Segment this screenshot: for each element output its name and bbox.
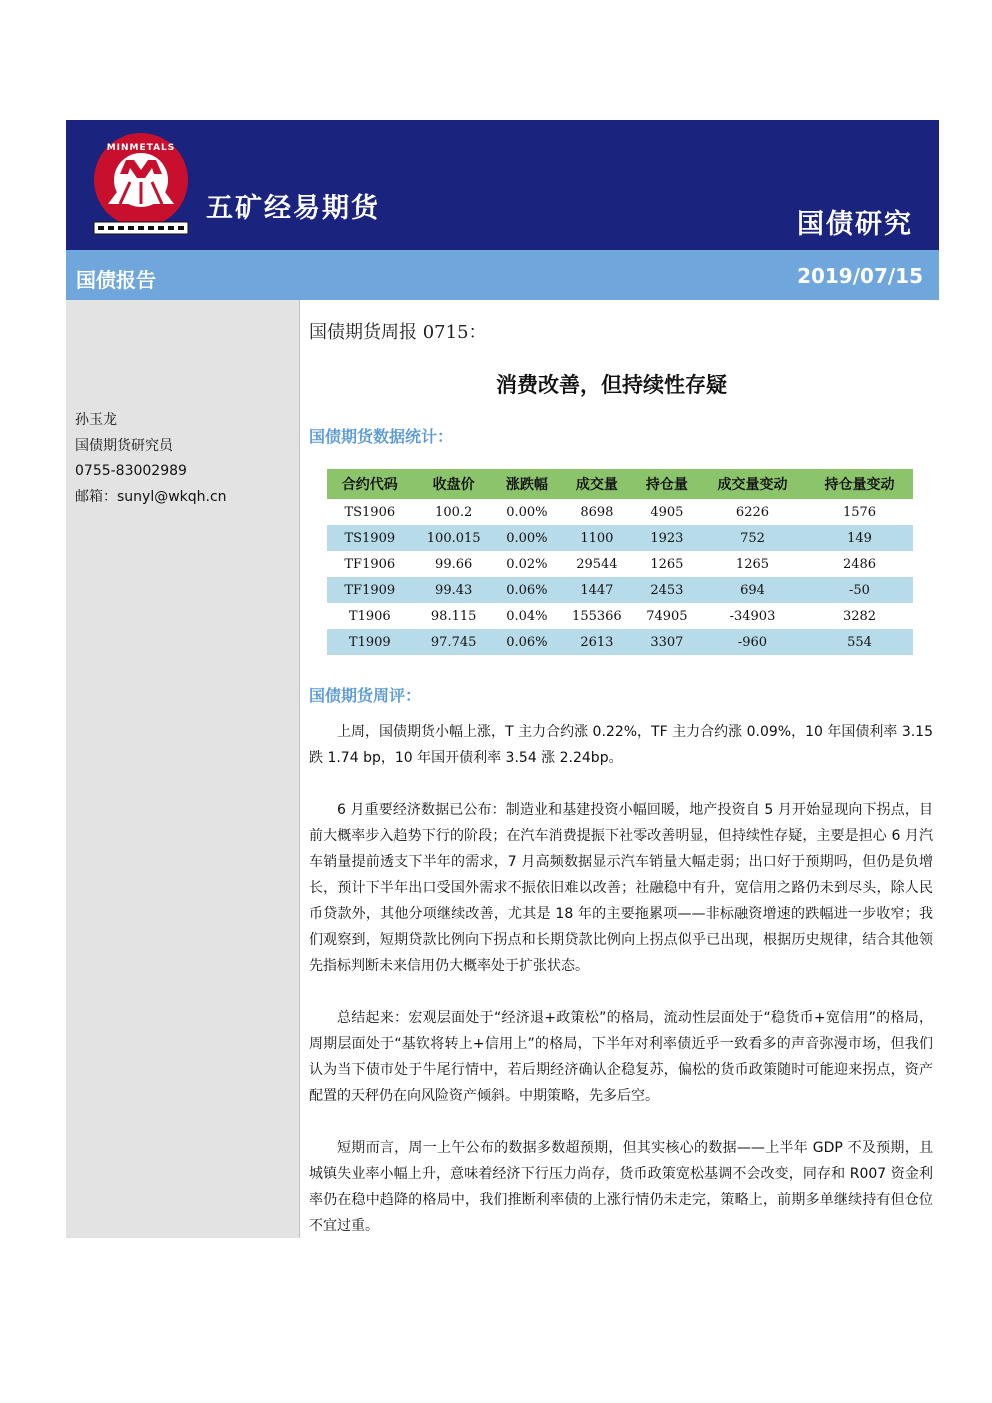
table-cell: 694 [699,577,806,603]
table-cell: 0.06% [495,629,559,655]
table-cell: 1265 [650,556,684,572]
table-cell: 554 [806,629,913,655]
table-cell: 1265 [735,556,770,572]
table-cell: 100.015 [413,525,495,551]
table-cell: 0.06% [495,577,559,603]
table-cell: TF1909 [327,577,413,603]
table-cell: TF1906 [344,556,396,572]
table-cell: 0.00% [495,525,559,551]
author-phone: 0755-83002989 [75,463,187,479]
review-paragraph: 总结起来：宏观层面处于“经济退+政策松”的格局，流动性层面处于“稳货币+宽信用”的格局，周期层面处于“基钦将转上+信用上”的格局，下半年对利率债近乎一致看多的声音弥漫市场，但我们认为当下债市处于牛尾行情中，若后期经济确认企稳复苏，偏松的货币政策随时可能迎来拐点，资产配置的天秤仍在向风险资产倾斜。中期策略，先多后空。 [309,1010,933,1104]
table-header-cell: 持仓量变动 [806,469,913,499]
author-name: 孙玉龙 [75,412,117,428]
table-cell: -960 [699,629,806,655]
author-title: 国债期货研究员 [75,437,173,454]
table-cell: 2453 [635,577,699,603]
table-cell: TS1909 [327,525,413,551]
table-cell: 0.00% [506,504,548,520]
table-cell: 2486 [842,556,877,572]
report-heading: 国债期货周报 0715： [309,322,487,343]
table-header-cell: 合约代码 [327,469,413,499]
report-date: 2019/07/15 [797,264,923,288]
table-cell: 3307 [635,629,699,655]
table-header-cell: 收盘价 [413,469,495,499]
table-cell: T1909 [327,629,413,655]
table-cell: 99.43 [413,577,495,603]
stats-section-title: 国债期货数据统计： [309,427,454,446]
table-cell: 752 [699,525,806,551]
minmetals-logo [90,130,192,238]
table-row [327,551,913,577]
research-label: 国债研究 [797,209,913,240]
review-paragraph: 短期而言，周一上午公布的数据多数超预期，但其实核心的数据——上半年 GDP 不及预期，且城镇失业率小幅上升，意味着经济下行压力尚存，货币政策宽松基调不会改变，同存和 R007 资金利率仍在稳中趋降的格局中，我们推断利率债的上涨行情仍未走完，策略上，前期多单继续持有但仓位不宜过重。 [309,1140,933,1234]
review-section-title: 国债期货周评： [309,686,422,705]
table-cell: 29544 [576,556,618,572]
table-cell: 155366 [572,608,622,624]
table-cell: 98.115 [430,608,477,624]
table-cell: -50 [806,577,913,603]
table-row [327,603,913,629]
table-cell: -34903 [729,608,776,624]
table-cell: 99.66 [435,556,473,572]
table-cell: 2613 [559,629,635,655]
report-subbar [66,250,939,300]
table-cell: TS1906 [344,504,396,520]
table-cell: 74905 [646,608,688,624]
table-cell: 6226 [735,504,770,520]
table-cell: 1576 [842,504,877,520]
report-header [66,120,939,250]
table-cell: 8698 [580,504,614,520]
author-email: 邮箱：sunyl@wkqh.cn [75,488,227,505]
review-paragraph: 6 月重要经济数据已公布：制造业和基建投资小幅回暖，地产投资自 5 月开始显现向下拐点，目前大概率步入趋势下行的阶段；在汽车消费提振下社零改善明显，但持续性存疑，主要是担心 6 月汽车销量提前透支下半年的需求，7 月高频数据显示汽车销量大幅走弱；出口好于预期吗，但仍是负增长，预计下半年出口受国外需求不振依旧难以改善；社融稳中有升，宽信用之路仍未到尽头，除人民币贷款外，其他分项继续改善，尤其是 18 年的主要拖累项——非标融资增速的跌幅进一步收窄；我们观察到，短期贷款比例向下拐点和长期贷款比例向上拐点似乎已出现，根据历史规律，结合其他领先指标判断未来信用仍大概率处于扩张状态。 [309,802,933,974]
table-row [327,629,913,655]
report-category: 国债报告 [76,268,156,292]
table-cell: 149 [806,525,913,551]
table-cell: T1906 [348,608,391,624]
table-cell: 1923 [635,525,699,551]
table-cell: 1100 [559,525,635,551]
logo-lettering: MINMETALS [106,143,176,153]
table-header-cell: 成交量 [559,469,635,499]
table-cell: 97.745 [413,629,495,655]
table-row [327,525,913,551]
table-header-cell: 成交量变动 [699,469,806,499]
table-cell: 3282 [842,608,877,624]
table-header-cell: 涨跌幅 [495,469,559,499]
author-info [75,408,227,510]
table-row [327,577,913,603]
column-divider [299,300,300,1238]
table-cell: 0.02% [506,556,548,572]
futures-stats-table [327,469,913,655]
table-cell: 1447 [559,577,635,603]
table-cell: 100.2 [435,504,473,520]
author-sidebar [66,300,299,1238]
table-cell: 4905 [650,504,684,520]
table-cell: 0.04% [506,608,548,624]
review-paragraph: 上周，国债期货小幅上涨，T 主力合约涨 0.22%，TF 主力合约涨 0.09%，10 年国债利率 3.15 跌 1.74 bp，10 年国开债利率 3.54 涨 2.24bp。 [309,724,933,766]
table-header-cell: 持仓量 [635,469,699,499]
company-name: 五矿经易期货 [206,193,380,224]
table-row [327,499,913,525]
report-headline: 消费改善，但持续性存疑 [496,373,727,397]
table-header-row [327,469,913,499]
